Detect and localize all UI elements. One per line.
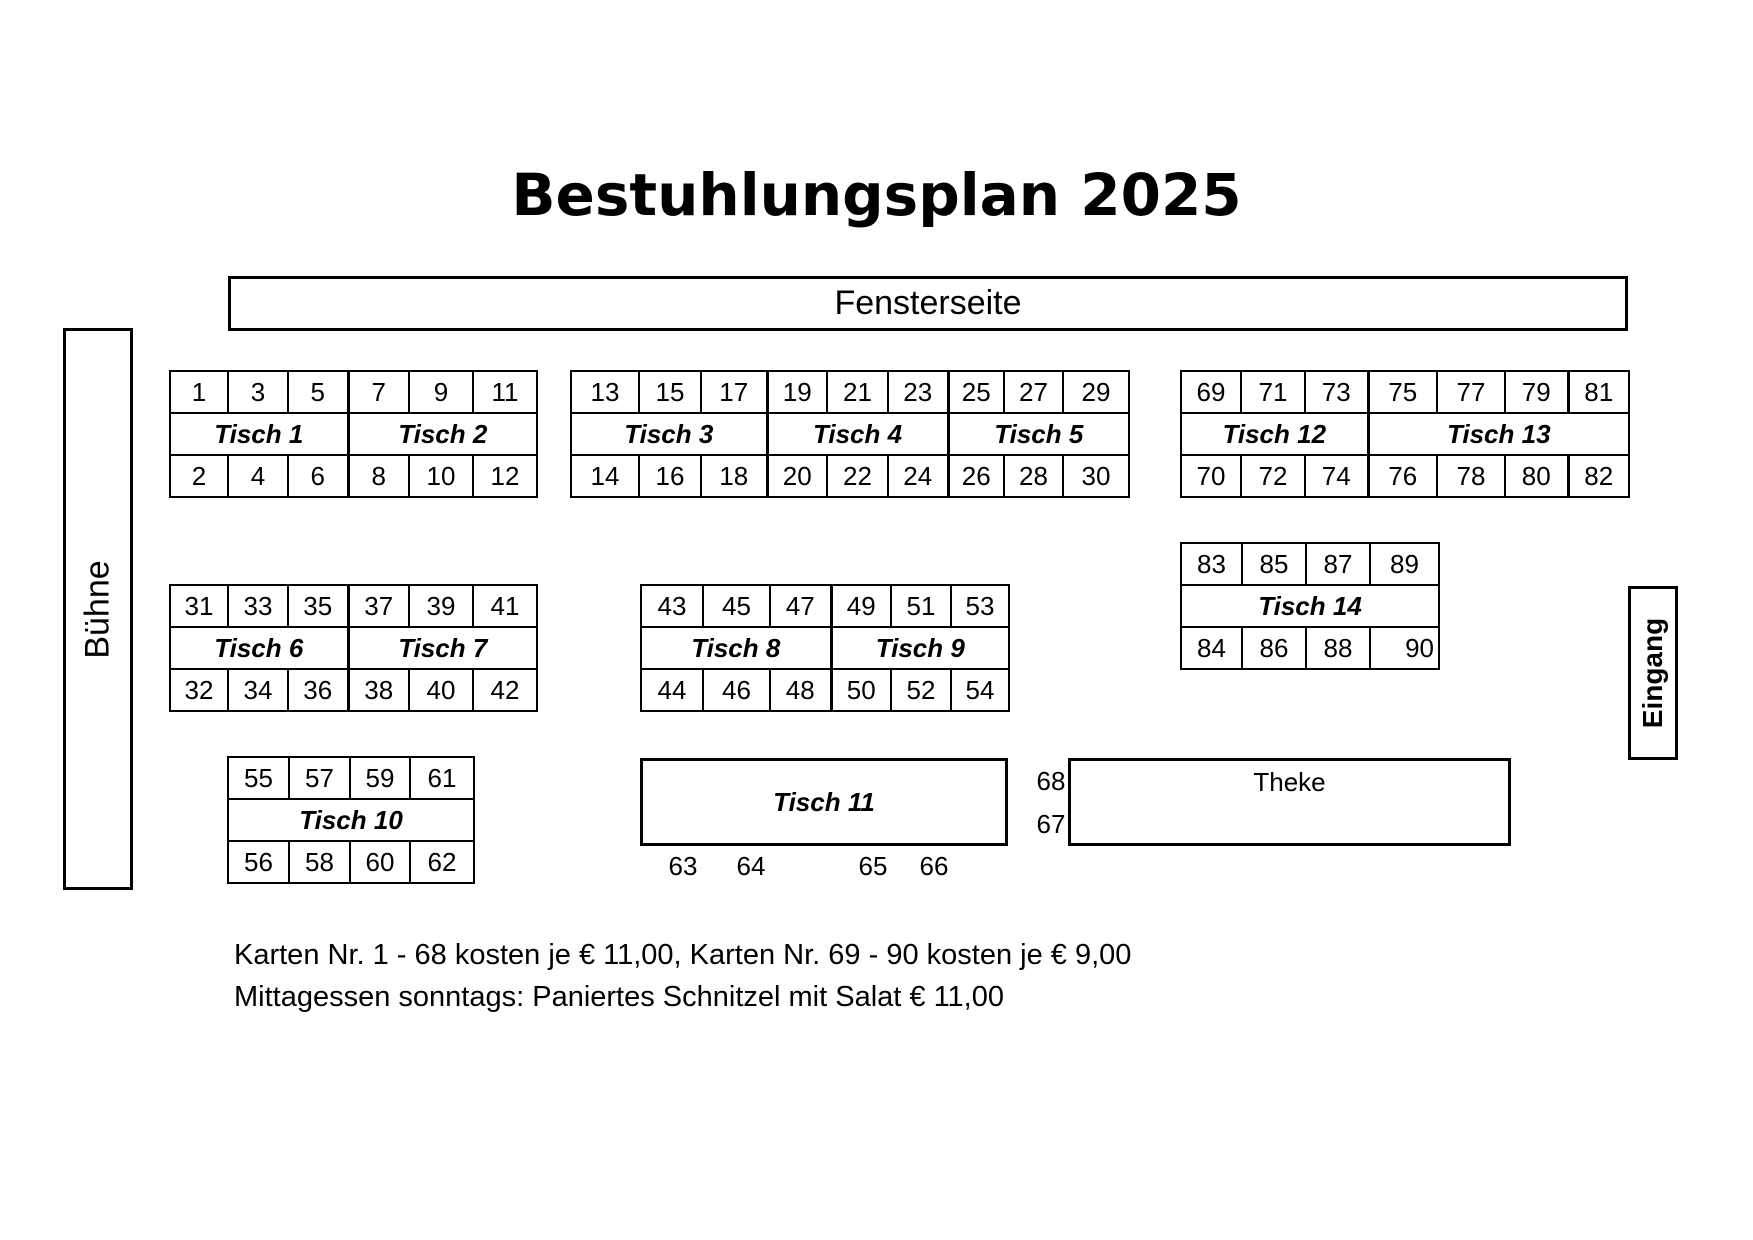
seat[interactable]: 67 <box>1036 809 1066 839</box>
seat[interactable]: 9 <box>409 371 473 413</box>
seat[interactable]: 15 <box>639 371 701 413</box>
seat[interactable]: 54 <box>951 669 1009 711</box>
seat[interactable]: 26 <box>948 455 1004 497</box>
seat[interactable]: 24 <box>888 455 948 497</box>
seat[interactable]: 71 <box>1241 371 1305 413</box>
seat[interactable]: 85 <box>1242 543 1306 585</box>
table-group-6-7 <box>169 584 538 712</box>
table-group-14 <box>1180 542 1440 670</box>
seat[interactable]: 27 <box>1004 371 1063 413</box>
table-name: Tisch 14 <box>1181 585 1439 627</box>
seat[interactable]: 30 <box>1063 455 1129 497</box>
seat[interactable]: 74 <box>1305 455 1368 497</box>
seat[interactable]: 76 <box>1368 455 1437 497</box>
seat[interactable]: 38 <box>348 669 409 711</box>
entrance-label: Eingang <box>1637 617 1669 729</box>
seat[interactable]: 36 <box>288 669 348 711</box>
seat[interactable]: 68 <box>1036 766 1066 796</box>
seat[interactable]: 88 <box>1306 627 1370 669</box>
stage-label: Bühne <box>78 559 117 659</box>
table-name: Tisch 4 <box>767 413 948 455</box>
seat[interactable]: 69 <box>1181 371 1241 413</box>
seat[interactable]: 75 <box>1368 371 1437 413</box>
seat[interactable]: 35 <box>288 585 348 627</box>
table-name: Tisch 3 <box>571 413 767 455</box>
seat[interactable]: 12 <box>473 455 537 497</box>
seat[interactable]: 48 <box>770 669 831 711</box>
table-group-1-2 <box>169 370 538 498</box>
seat[interactable]: 13 <box>571 371 639 413</box>
seat[interactable]: 20 <box>767 455 827 497</box>
seat[interactable]: 22 <box>827 455 888 497</box>
seat[interactable]: 16 <box>639 455 701 497</box>
stage <box>63 328 133 890</box>
seat[interactable]: 66 <box>919 851 949 881</box>
seat[interactable]: 73 <box>1305 371 1368 413</box>
window-side-label: Fensterseite <box>228 276 1628 331</box>
seat[interactable]: 28 <box>1004 455 1063 497</box>
table-group-10 <box>227 756 475 884</box>
seat[interactable]: 41 <box>473 585 537 627</box>
seat[interactable]: 84 <box>1181 627 1242 669</box>
seat[interactable]: 78 <box>1437 455 1505 497</box>
table-name: Tisch 13 <box>1368 413 1629 455</box>
seat[interactable]: 55 <box>228 757 289 799</box>
table-name: Tisch 6 <box>170 627 348 669</box>
seat[interactable]: 19 <box>767 371 827 413</box>
seat[interactable]: 43 <box>641 585 703 627</box>
table-name: Tisch 11 <box>773 786 875 817</box>
seat[interactable]: 83 <box>1181 543 1242 585</box>
seat[interactable]: 14 <box>571 455 639 497</box>
table-name: Tisch 1 <box>170 413 348 455</box>
seat[interactable]: 86 <box>1242 627 1306 669</box>
seat[interactable]: 23 <box>888 371 948 413</box>
seat[interactable]: 8 <box>348 455 409 497</box>
seat[interactable]: 17 <box>701 371 767 413</box>
seat[interactable]: 5 <box>288 371 348 413</box>
seat[interactable]: 82 <box>1568 455 1629 497</box>
seat[interactable]: 52 <box>891 669 951 711</box>
seat[interactable]: 58 <box>289 841 350 883</box>
table-name: Tisch 7 <box>348 627 537 669</box>
seat[interactable]: 37 <box>348 585 409 627</box>
seat[interactable]: 42 <box>473 669 537 711</box>
table-name: Tisch 8 <box>641 627 831 669</box>
seat[interactable]: 90 <box>1370 627 1439 669</box>
seat[interactable]: 45 <box>703 585 770 627</box>
seat[interactable]: 87 <box>1306 543 1370 585</box>
page-title: Bestuhlungsplan 2025 <box>511 161 1242 229</box>
entrance <box>1628 586 1678 760</box>
seat[interactable]: 77 <box>1437 371 1505 413</box>
seat[interactable]: 65 <box>858 851 888 881</box>
table-name: Tisch 2 <box>348 413 537 455</box>
table-name: Tisch 12 <box>1181 413 1368 455</box>
seat[interactable]: 72 <box>1241 455 1305 497</box>
seat[interactable]: 1 <box>170 371 228 413</box>
seat[interactable]: 51 <box>891 585 951 627</box>
seat[interactable]: 70 <box>1181 455 1241 497</box>
seat[interactable]: 63 <box>668 851 698 881</box>
seat[interactable]: 29 <box>1063 371 1129 413</box>
seat[interactable]: 50 <box>831 669 891 711</box>
seat[interactable]: 34 <box>228 669 288 711</box>
seat[interactable]: 46 <box>703 669 770 711</box>
seat[interactable]: 61 <box>410 757 474 799</box>
seat[interactable]: 4 <box>228 455 288 497</box>
seat[interactable]: 33 <box>228 585 288 627</box>
table-group-8-9 <box>640 584 1010 712</box>
seat[interactable]: 89 <box>1370 543 1439 585</box>
seat[interactable]: 53 <box>951 585 1009 627</box>
seat[interactable]: 47 <box>770 585 831 627</box>
seat[interactable]: 11 <box>473 371 537 413</box>
seat[interactable]: 25 <box>948 371 1004 413</box>
seat[interactable]: 40 <box>409 669 473 711</box>
seat[interactable]: 3 <box>228 371 288 413</box>
table-name: Tisch 5 <box>948 413 1129 455</box>
seat[interactable]: 21 <box>827 371 888 413</box>
table-group-12-13 <box>1180 370 1630 498</box>
seat[interactable]: 57 <box>289 757 350 799</box>
seat[interactable]: 10 <box>409 455 473 497</box>
seat[interactable]: 79 <box>1505 371 1568 413</box>
table-group-3-4-5 <box>570 370 1130 498</box>
table-11 <box>640 758 1008 846</box>
table-name: Tisch 9 <box>831 627 1009 669</box>
table-name: Tisch 10 <box>228 799 474 841</box>
seat[interactable]: 44 <box>641 669 703 711</box>
seat[interactable]: 6 <box>288 455 348 497</box>
seat[interactable]: 49 <box>831 585 891 627</box>
price-note: Karten Nr. 1 - 68 kosten je € 11,00, Karten Nr. 69 - 90 kosten je € 9,00 <box>234 939 1132 971</box>
seat[interactable]: 59 <box>350 757 410 799</box>
seat[interactable]: 56 <box>228 841 289 883</box>
seat[interactable]: 2 <box>170 455 228 497</box>
seat[interactable]: 80 <box>1505 455 1568 497</box>
seat[interactable]: 32 <box>170 669 228 711</box>
seat[interactable]: 60 <box>350 841 410 883</box>
bar-counter-label: Theke <box>1253 767 1326 797</box>
seat[interactable]: 7 <box>348 371 409 413</box>
seat[interactable]: 64 <box>736 851 766 881</box>
seat[interactable]: 18 <box>701 455 767 497</box>
seat[interactable]: 62 <box>410 841 474 883</box>
lunch-note: Mittagessen sonntags: Paniertes Schnitzel mit Salat € 11,00 <box>234 981 1005 1013</box>
seat[interactable]: 39 <box>409 585 473 627</box>
seat[interactable]: 81 <box>1568 371 1629 413</box>
bar-counter <box>1068 758 1511 846</box>
seat[interactable]: 31 <box>170 585 228 627</box>
